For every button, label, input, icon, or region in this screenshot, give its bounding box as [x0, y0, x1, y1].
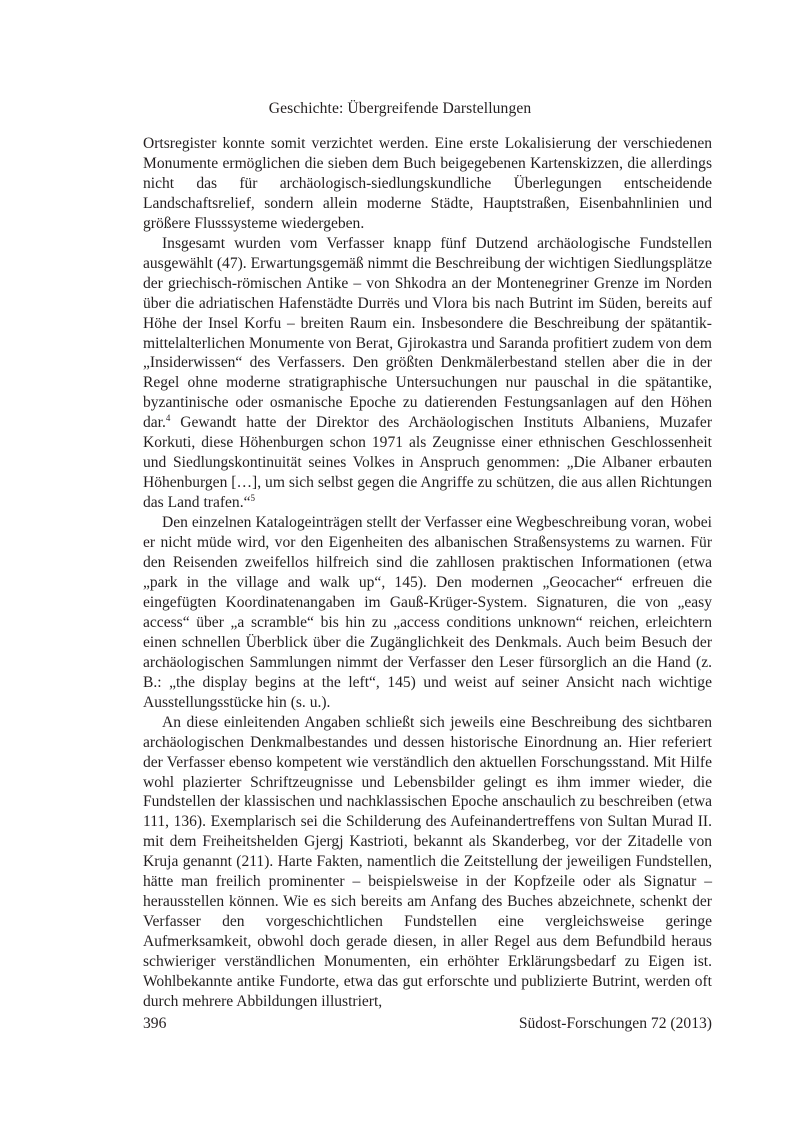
- footnote-marker[interactable]: 5: [250, 493, 255, 504]
- journal-citation: Südost-Forschungen 72 (2013): [518, 1015, 712, 1032]
- footnote-marker[interactable]: 4: [165, 413, 171, 424]
- paragraph: [143, 513, 712, 713]
- paragraph-text: An diese einleitenden Angaben schließt sich jeweils eine Beschreibung des sichtbaren archäologischen Denkmalbestandes und dessen historische Einordnung an. Hier referiert der Verfasser ebenso kompetent wie verständlich den aktuellen Forschungsstand. Mit Hilfe wohl plazierter Schriftzeugnisse und Lebensbilder gelingt es ihm immer wieder, die Fundstellen der klassischen und nachklassischen Epoche anschaulich zu beschreiben (etwa 111, 136). Exemplarisch sei die Schilderung des Aufeinandertreffens von Sultan Murad II. mit dem Freiheitshelden Gjergj Kastrioti, bekannt als Skanderbeg, vor der Zitadelle von Kruja genannt (211). Harte Fakten, namentlich die Zeitstellung der jeweiligen Fundstellen, hätte man freilich prominenter – beispielsweise in der Kopfzeile oder als Signatur – herausstellen können. Wie es sich bereits am Anfang des Buches abzeichnete, schenkt der Verfasser den vorgeschichtlichen Fundstellen eine vergleichsweise geringe Aufmerksamkeit, obwohl doch gerade diesen, in aller Regel aus dem Befundbild heraus schwieriger verständlichen Monumenten, ein erhöhter Erklärungsbedarf zu Eigen ist. Wohlbekannte antike Fundorte, etwa das gut erforschte und publizierte Butrint, werden oft durch mehrere Abbildungen illustriert,: [143, 713, 712, 1010]
- paragraph-text: Insgesamt wurden vom Verfasser knapp fünf Dutzend archäologische Fundstellen ausgewählt (47). Erwartungsgemäß nimmt die Beschreibung der wichtigen Siedlungsplätze der griechisch-römischen Antike – von Shkodra an der Montenegriner Grenze im Norden über die adriatischen Hafenstädte Durrës und Vlora bis nach Butrint im Süden, bereits auf Höhe der Insel Korfu – breiten Raum ein. Insbesondere die Beschreibung der spätantik-mittelalterlichen Monumente von Berat, Gjirokastra und Saranda profitiert zudem von dem „Insiderwissen“ des Verfassers. Den größten Denkmälerbestand stellen aber die in der Regel ohne moderne stratigraphische Untersuchungen nur pauschal in die spätantike, byzantinische oder osmanische Epoche zu datierenden Festungsanlagen auf den Höhen dar.: [143, 234, 712, 432]
- paragraph-text: Den einzelnen Katalogeinträgen stellt der Verfasser eine Wegbeschreibung voran, wobei er nicht müde wird, vor den Eigenheiten des albanischen Straßensystems zu warnen. Für den Reisenden zweifellos hilfreich sind die zahllosen praktischen Informationen (etwa „park in the village and walk up“, 145). Den modernen „Geocacher“ erfreuen die eingefügten Koordinatenangaben im Gauß-Krüger-System. Signaturen, die von „easy access“ über „a scramble“ bis hin zu „access conditions unknown“ reichen, erleichtern einen schnellen Überblick über die Zugänglichkeit des Denkmals. Auch beim Besuch der archäologischen Sammlungen nimmt der Verfasser den Leser fürsorglich an die Hand (z. B.: „the display begins at the left“, 145) und weist auf seiner Ansicht nach wichtige Ausstellungsstücke hin (s. u.).: [143, 514, 712, 711]
- paragraph-text: Gewandt hatte der Direktor des Archäologischen Instituts Albaniens, Muzafer Korkuti, diese Höhenburgen schon 1971 als Zeugnisse einer ethnischen Geschlossenheit und Siedlungskontinuität seines Volkes in Anspruch genommen: „Die Albaner erbauten Höhenburgen […], um sich selbst gegen die Angriffe zu schützen, die aus allen Richtungen das Land trafen.“: [143, 414, 712, 512]
- body-text: [143, 134, 712, 1012]
- paragraph-text: Ortsregister konnte somit verzichtet werden. Eine erste Lokalisierung der verschiedenen Monumente ermöglichen die sieben dem Buch beigegebenen Kartenskizzen, die allerdings nicht das für archäologisch-siedlungskundliche Überlegungen entscheidende Landschaftsrelief, sondern allein moderne Städte, Hauptstraßen, Eisenbahnlinien und größere Flusssysteme wiedergeben.: [143, 135, 712, 232]
- paragraph: [143, 713, 712, 1012]
- running-head: Geschichte: Übergreifende Darstellungen: [268, 100, 532, 117]
- paragraph: [143, 234, 712, 513]
- paragraph: [143, 134, 712, 234]
- page-number: 396: [143, 1015, 167, 1032]
